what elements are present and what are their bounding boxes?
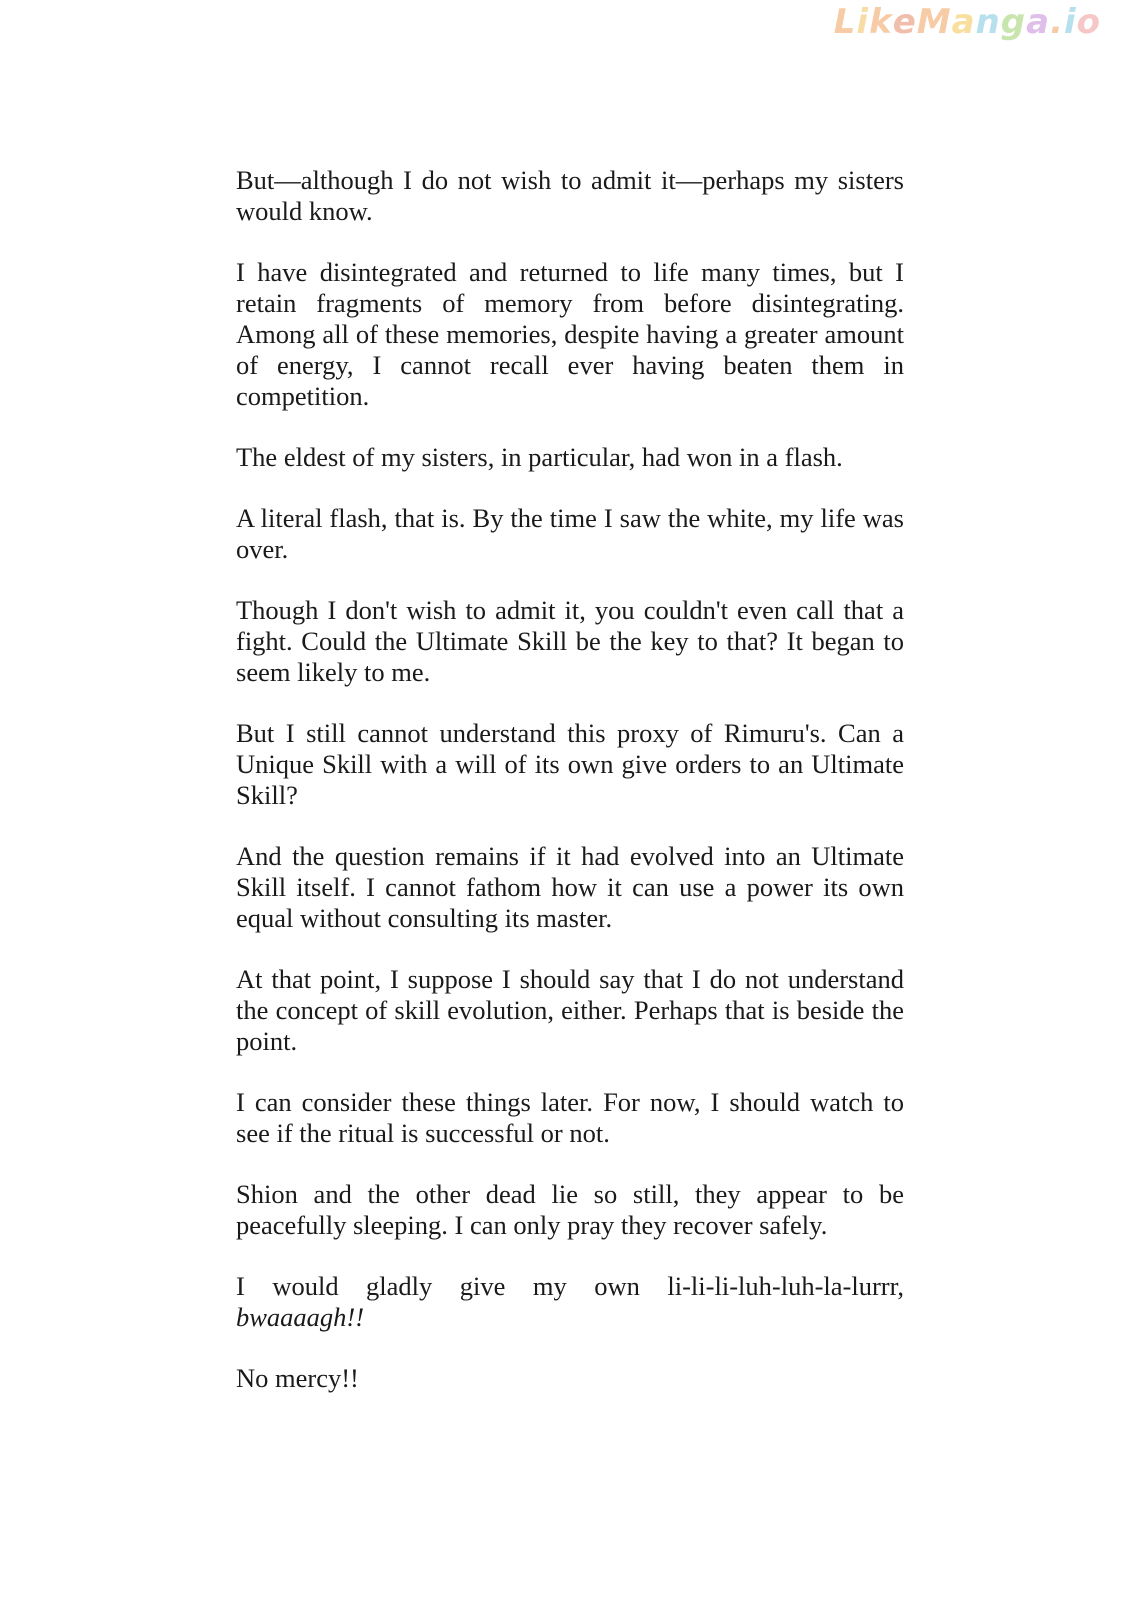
watermark-letter: M <box>916 2 952 42</box>
paragraph-11-normal: I would gladly give my own li-li-li-luh-luh-la-lurrr, <box>236 1271 904 1301</box>
site-watermark <box>834 2 1101 42</box>
paragraph-2: I have disintegrated and returned to life many times, but I retain fragments of memory from before disintegrating. Among all of these memories, despite having a greater amount of energy, I cannot recall ever having beaten them in competition. <box>236 257 904 411</box>
page-text <box>236 165 904 1424</box>
paragraph-3: The eldest of my sisters, in particular, had won in a flash. <box>236 442 843 472</box>
paragraph-7: And the question remains if it had evolved into an Ultimate Skill itself. I cannot fathom how it can use a power its own equal without consulting its master. <box>236 841 904 933</box>
watermark-letter: a <box>951 2 976 42</box>
paragraph-11 <box>236 1271 904 1333</box>
paragraph-11-italic: bwaaaagh!! <box>236 1302 365 1332</box>
paragraph-5: Though I don't wish to admit it, you couldn't even call that a fight. Could the Ultimate Skill be the key to that? It began to seem likely to me. <box>236 595 904 687</box>
watermark-letter: k <box>869 2 893 42</box>
watermark-letter: o <box>1076 2 1101 42</box>
watermark-letter: n <box>975 2 1001 42</box>
watermark-letter: . <box>1050 2 1064 42</box>
paragraph-6: But I still cannot understand this proxy of Rimuru's. Can a Unique Skill with a will of its own give orders to an Ultimate Skill? <box>236 718 904 810</box>
watermark-letter: i <box>1063 2 1077 42</box>
watermark-letter: e <box>892 2 917 42</box>
paragraph-12: No mercy!! <box>236 1363 359 1393</box>
watermark-letter: L <box>833 2 857 42</box>
paragraph-9: I can consider these things later. For now, I should watch to see if the ritual is successful or not. <box>236 1087 904 1148</box>
paragraph-10: Shion and the other dead lie so still, they appear to be peacefully sleeping. I can only pray they recover safely. <box>236 1179 904 1240</box>
paragraph-1: But—although I do not wish to admit it—perhaps my sisters would know. <box>236 165 904 226</box>
paragraph-8: At that point, I suppose I should say that I do not understand the concept of skill evolution, either. Perhaps that is beside the point. <box>236 964 904 1056</box>
watermark-letter: i <box>856 2 870 42</box>
watermark-letter: a <box>1026 2 1051 42</box>
watermark-letter: g <box>1000 2 1027 42</box>
paragraph-4: A literal flash, that is. By the time I saw the white, my life was over. <box>236 503 904 564</box>
